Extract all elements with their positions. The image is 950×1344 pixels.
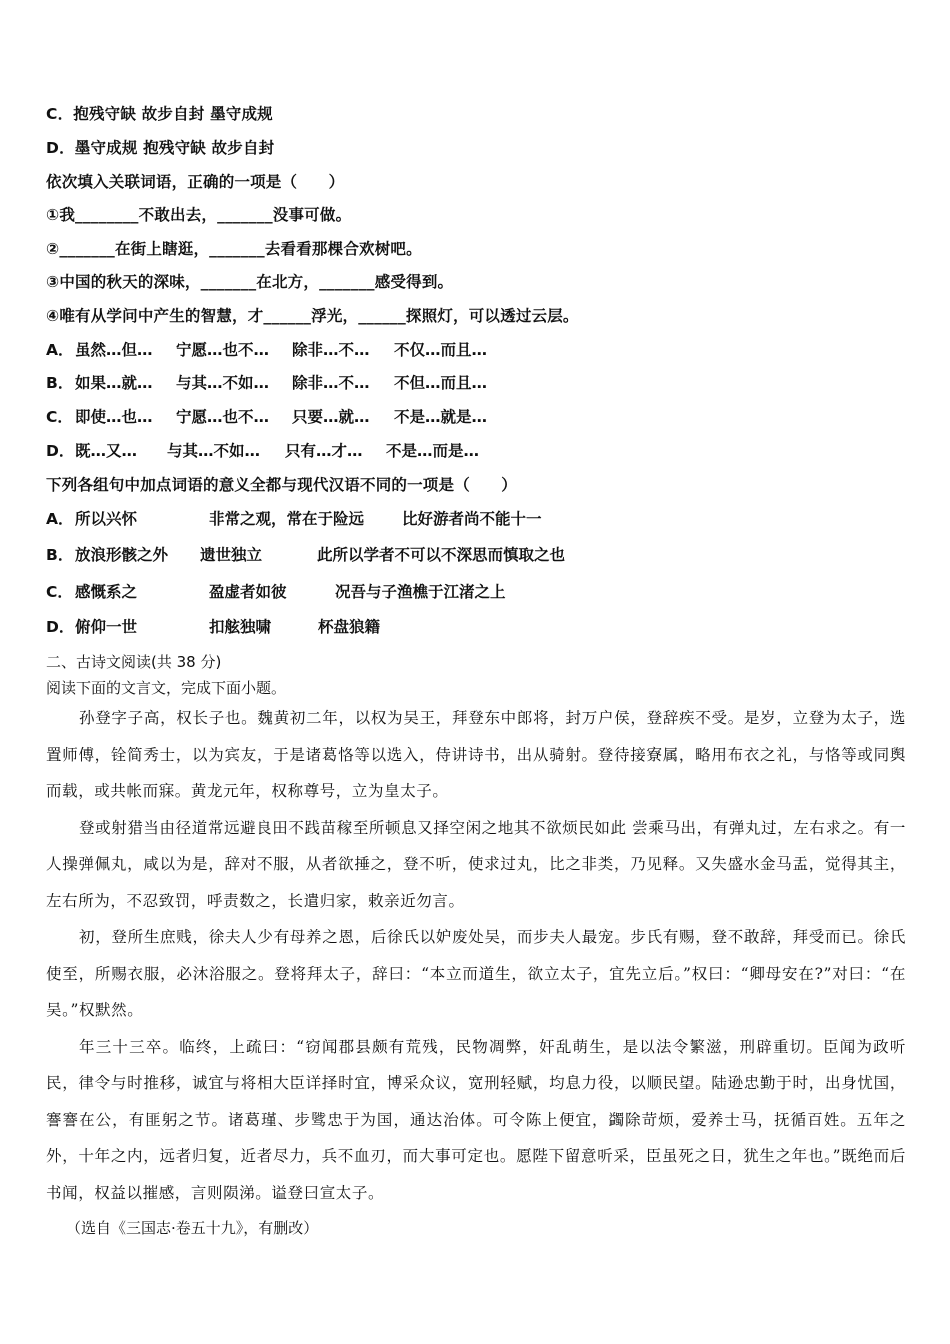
q3-stem: 下列各组句中加点词语的意义全都与现代汉语不同的一项是（ ） [46, 476, 518, 494]
classical-passage [46, 700, 906, 1211]
option-choice: 不仅…而且… [394, 341, 488, 359]
passage-paragraph: 初，登所生庶贱，徐夫人少有母养之恩，后徐氏以妒废处吴，而步夫人最宠。步氏有赐，登不敢辞，拜受而已。徐氏使至，所赐衣服，必沐浴服之。登将拜太子，辞曰：“本立而道生，欲立太子，宜先立后。”权曰：“卿母安在?”对曰：“在吴。”权默然。 [46, 928, 906, 1019]
section-title: 二、古诗文阅读(共 38 分) [46, 653, 222, 671]
option-label: B． [46, 546, 74, 564]
option-label: C． [46, 408, 73, 426]
q2-stem: 依次填入关联词语，正确的一项是（ ） [46, 173, 345, 191]
option-label: D． [46, 618, 75, 636]
option-label: D． [46, 442, 75, 460]
option-choice: 不是…就是… [394, 408, 488, 426]
option-choice: 宁愿…也不… [176, 408, 270, 426]
option-choice: 比好游者尚不能十一 [402, 510, 542, 528]
option-choice: 除非…不… [292, 341, 370, 359]
option-choice: 与其…不如… [176, 374, 270, 392]
reading-instruction: 阅读下面的文言文，完成下面小题。 [46, 679, 287, 697]
option-choice: 感慨系之 [75, 583, 138, 601]
option-label: B． [46, 374, 74, 392]
option-choice: 不但…而且… [394, 374, 488, 392]
option-choice: 只要…就… [292, 408, 370, 426]
q2-sentence-4: ④唯有从学问中产生的智慧，才______浮光，______探照灯，可以透过云层。 [46, 307, 579, 325]
q1-option-d: D．墨守成规 抱残守缺 故步自封 [46, 139, 275, 157]
option-choice: 遗世独立 [200, 546, 263, 564]
option-label: C． [46, 583, 73, 601]
option-choice: 宁愿…也不… [176, 341, 270, 359]
option-choice: 如果…就… [75, 374, 153, 392]
q1-option-c: C．抱残守缺 故步自封 墨守成规 [46, 105, 273, 123]
option-choice: 只有…才… [285, 442, 363, 460]
option-choice: 不是…而是… [386, 442, 480, 460]
option-choice: 非常之观，常在于险远 [209, 510, 365, 528]
option-choice: 况吾与子渔樵于江渚之上 [335, 583, 506, 601]
q2-sentence-1: ①我________不敢出去，_______没事可做。 [46, 206, 352, 224]
passage-source: （选自《三国志·卷五十九》，有删改） [66, 1219, 319, 1237]
option-label: A． [46, 341, 74, 359]
option-choice: 虽然…但… [75, 341, 153, 359]
option-choice: 所以兴怀 [75, 510, 138, 528]
option-choice: 即使…也… [75, 408, 153, 426]
passage-paragraph: 孙登字子高，权长子也。魏黄初二年，以权为吴王，拜登东中郎将，封万户侯，登辞疾不受。是岁，立登为太子，选置师傅，铨简秀士，以为宾友，于是诸葛恪等以选入，侍讲诗书，出从骑射。登待接寮属，略用布衣之礼，与恪等或同舆而载，或共帐而寐。黄龙元年，权称尊号，立为皇太子。 [46, 709, 906, 800]
option-choice: 与其…不如… [167, 442, 261, 460]
passage-paragraph: 年三十三卒。临终，上疏曰：“窃闻郡县颇有荒残，民物凋弊，奸乱萌生，是以法令繁滋，刑辟重切。臣闻为政听民，律令与时推移，诚宜与将相大臣详择时宜，博采众议，宽刑轻赋，均息力役，以顺民望。陆逊忠勤于时，出身忧国，謇謇在公，有匪躬之节。诸葛瑾、步骘忠于为国，通达治体。可令陈上便宜，蠲除苛烦，爱养士马，抚循百姓。五年之外，十年之内，远者归复，近者尽力，兵不血刃，而大事可定也。愿陛下留意听采，臣虽死之日，犹生之年也。”既绝而后书闻，权益以摧感，言则陨涕。谥登曰宣太子。 [46, 1037, 906, 1202]
option-choice: 除非…不… [292, 374, 370, 392]
option-choice: 扣舷独啸 [209, 618, 272, 636]
option-choice: 杯盘狼籍 [318, 618, 381, 636]
option-choice: 此所以学者不可以不深思而慎取之也 [317, 546, 566, 564]
passage-paragraph: 登或射猎当由径道常远避良田不践苗稼至所顿息又择空闲之地其不欲烦民如此 尝乘马出，有弹丸过，左右求之。有一人操弹佩丸，咸以为是，辞对不服，从者欲捶之，登不听，使求过丸，比之非类，乃见释。又失盛水金马盂，觉得其主，左右所为，不忍致罚，呼责数之，长遣归家，敕亲近勿言。 [46, 818, 906, 910]
option-choice: 盈虚者如彼 [209, 583, 287, 601]
option-choice: 放浪形骸之外 [75, 546, 169, 564]
q2-sentence-2: ②_______在街上瞎逛，_______去看看那棵合欢树吧。 [46, 240, 422, 258]
option-label: A． [46, 510, 74, 528]
option-choice: 既…又… [75, 442, 138, 460]
q2-sentence-3: ③中国的秋天的深味，_______在北方，_______感受得到。 [46, 273, 454, 291]
option-choice: 俯仰一世 [75, 618, 138, 636]
